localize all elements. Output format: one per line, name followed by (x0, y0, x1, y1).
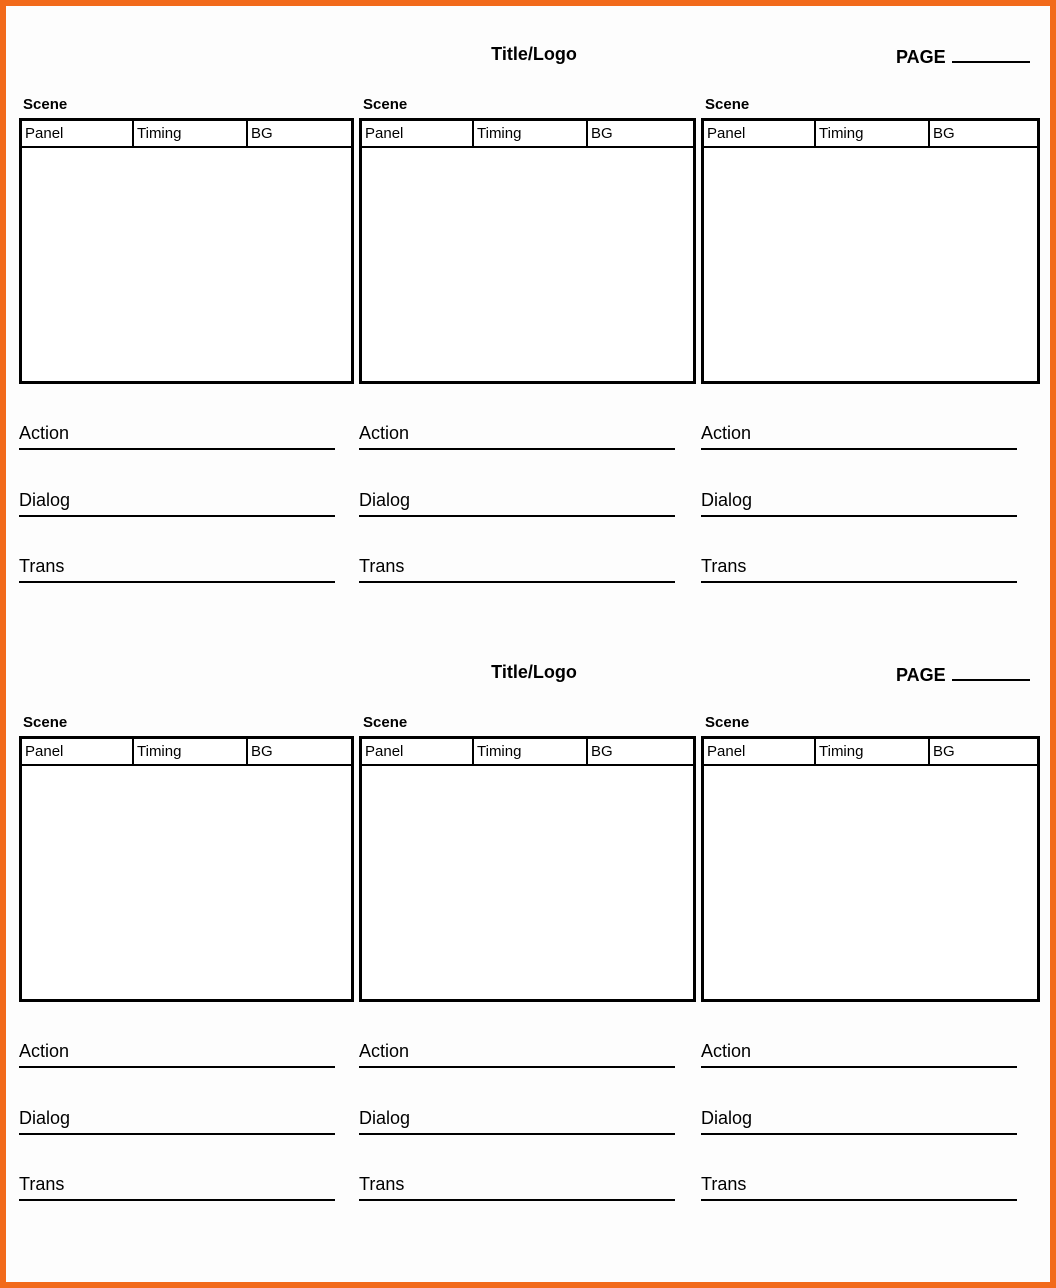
trans-label: Trans (701, 556, 747, 576)
trans-field[interactable] (19, 1175, 335, 1201)
sheet-title: Title/Logo (491, 662, 577, 682)
timing-cell[interactable]: Timing (816, 121, 930, 146)
page-label: PAGE (896, 47, 946, 67)
dialog-label: Dialog (359, 1108, 411, 1128)
panel-cell[interactable]: Panel (362, 121, 474, 146)
panel-header (704, 121, 1037, 148)
action-field[interactable] (701, 424, 1017, 450)
action-label: Action (359, 423, 410, 443)
trans-label: Trans (19, 556, 65, 576)
dialog-field[interactable] (19, 1109, 335, 1135)
dialog-label: Dialog (19, 490, 71, 510)
bg-cell[interactable]: BG (591, 743, 613, 760)
drawing-area[interactable] (362, 766, 693, 999)
panel-header (704, 739, 1037, 766)
panel-box (701, 118, 1040, 384)
bg-cell[interactable]: BG (933, 125, 955, 142)
trans-label: Trans (359, 1174, 405, 1194)
trans-field[interactable] (359, 1175, 675, 1201)
action-label: Action (701, 423, 752, 443)
frame-1 (19, 6, 354, 606)
scene-label: Scene (23, 96, 68, 113)
scene-label: Scene (363, 96, 408, 113)
storyboard-sheet-1 (6, 6, 1050, 606)
trans-field[interactable] (19, 557, 335, 583)
scene-label: Scene (363, 714, 408, 731)
trans-field[interactable] (701, 1175, 1017, 1201)
dialog-field[interactable] (701, 1109, 1017, 1135)
trans-label: Trans (701, 1174, 747, 1194)
panel-header (362, 739, 693, 766)
panel-box (19, 736, 354, 1002)
dialog-field[interactable] (701, 491, 1017, 517)
scene-label: Scene (23, 714, 68, 731)
frame-6 (701, 624, 1040, 1224)
bg-cell[interactable]: BG (933, 743, 955, 760)
action-field[interactable] (19, 424, 335, 450)
panel-header (22, 739, 351, 766)
scene-label: Scene (705, 714, 750, 731)
panel-header (22, 121, 351, 148)
panel-header (362, 121, 693, 148)
panel-cell[interactable]: Panel (704, 739, 816, 764)
timing-cell[interactable]: Timing (816, 739, 930, 764)
timing-cell[interactable]: Timing (474, 739, 588, 764)
dialog-label: Dialog (359, 490, 411, 510)
scene-label: Scene (705, 96, 750, 113)
action-label: Action (19, 423, 70, 443)
drawing-area[interactable] (704, 148, 1037, 381)
drawing-area[interactable] (22, 148, 351, 381)
timing-cell[interactable]: Timing (134, 739, 248, 764)
action-label: Action (701, 1041, 752, 1061)
panel-box (359, 736, 696, 1002)
action-field[interactable] (19, 1042, 335, 1068)
panel-box (19, 118, 354, 384)
action-field[interactable] (359, 1042, 675, 1068)
dialog-label: Dialog (701, 1108, 753, 1128)
action-label: Action (359, 1041, 410, 1061)
bg-cell[interactable]: BG (591, 125, 613, 142)
drawing-area[interactable] (22, 766, 351, 999)
frame-4 (19, 624, 354, 1224)
sheet-title: Title/Logo (491, 44, 577, 64)
dialog-field[interactable] (359, 1109, 675, 1135)
panel-cell[interactable]: Panel (362, 739, 474, 764)
frame-3 (701, 6, 1040, 606)
trans-label: Trans (359, 556, 405, 576)
dialog-label: Dialog (19, 1108, 71, 1128)
frame-5 (359, 624, 696, 1224)
storyboard-sheet-2 (6, 624, 1050, 1224)
frame-2 (359, 6, 696, 606)
action-field[interactable] (701, 1042, 1017, 1068)
dialog-field[interactable] (19, 491, 335, 517)
trans-field[interactable] (701, 557, 1017, 583)
dialog-field[interactable] (359, 491, 675, 517)
panel-cell[interactable]: Panel (22, 739, 134, 764)
panel-cell[interactable]: Panel (22, 121, 134, 146)
panel-box (701, 736, 1040, 1002)
bg-cell[interactable]: BG (251, 743, 273, 760)
timing-cell[interactable]: Timing (474, 121, 588, 146)
bg-cell[interactable]: BG (251, 125, 273, 142)
drawing-area[interactable] (704, 766, 1037, 999)
page-label: PAGE (896, 665, 946, 685)
action-label: Action (19, 1041, 70, 1061)
action-field[interactable] (359, 424, 675, 450)
panel-box (359, 118, 696, 384)
trans-field[interactable] (359, 557, 675, 583)
panel-cell[interactable]: Panel (704, 121, 816, 146)
dialog-label: Dialog (701, 490, 753, 510)
trans-label: Trans (19, 1174, 65, 1194)
timing-cell[interactable]: Timing (134, 121, 248, 146)
drawing-area[interactable] (362, 148, 693, 381)
